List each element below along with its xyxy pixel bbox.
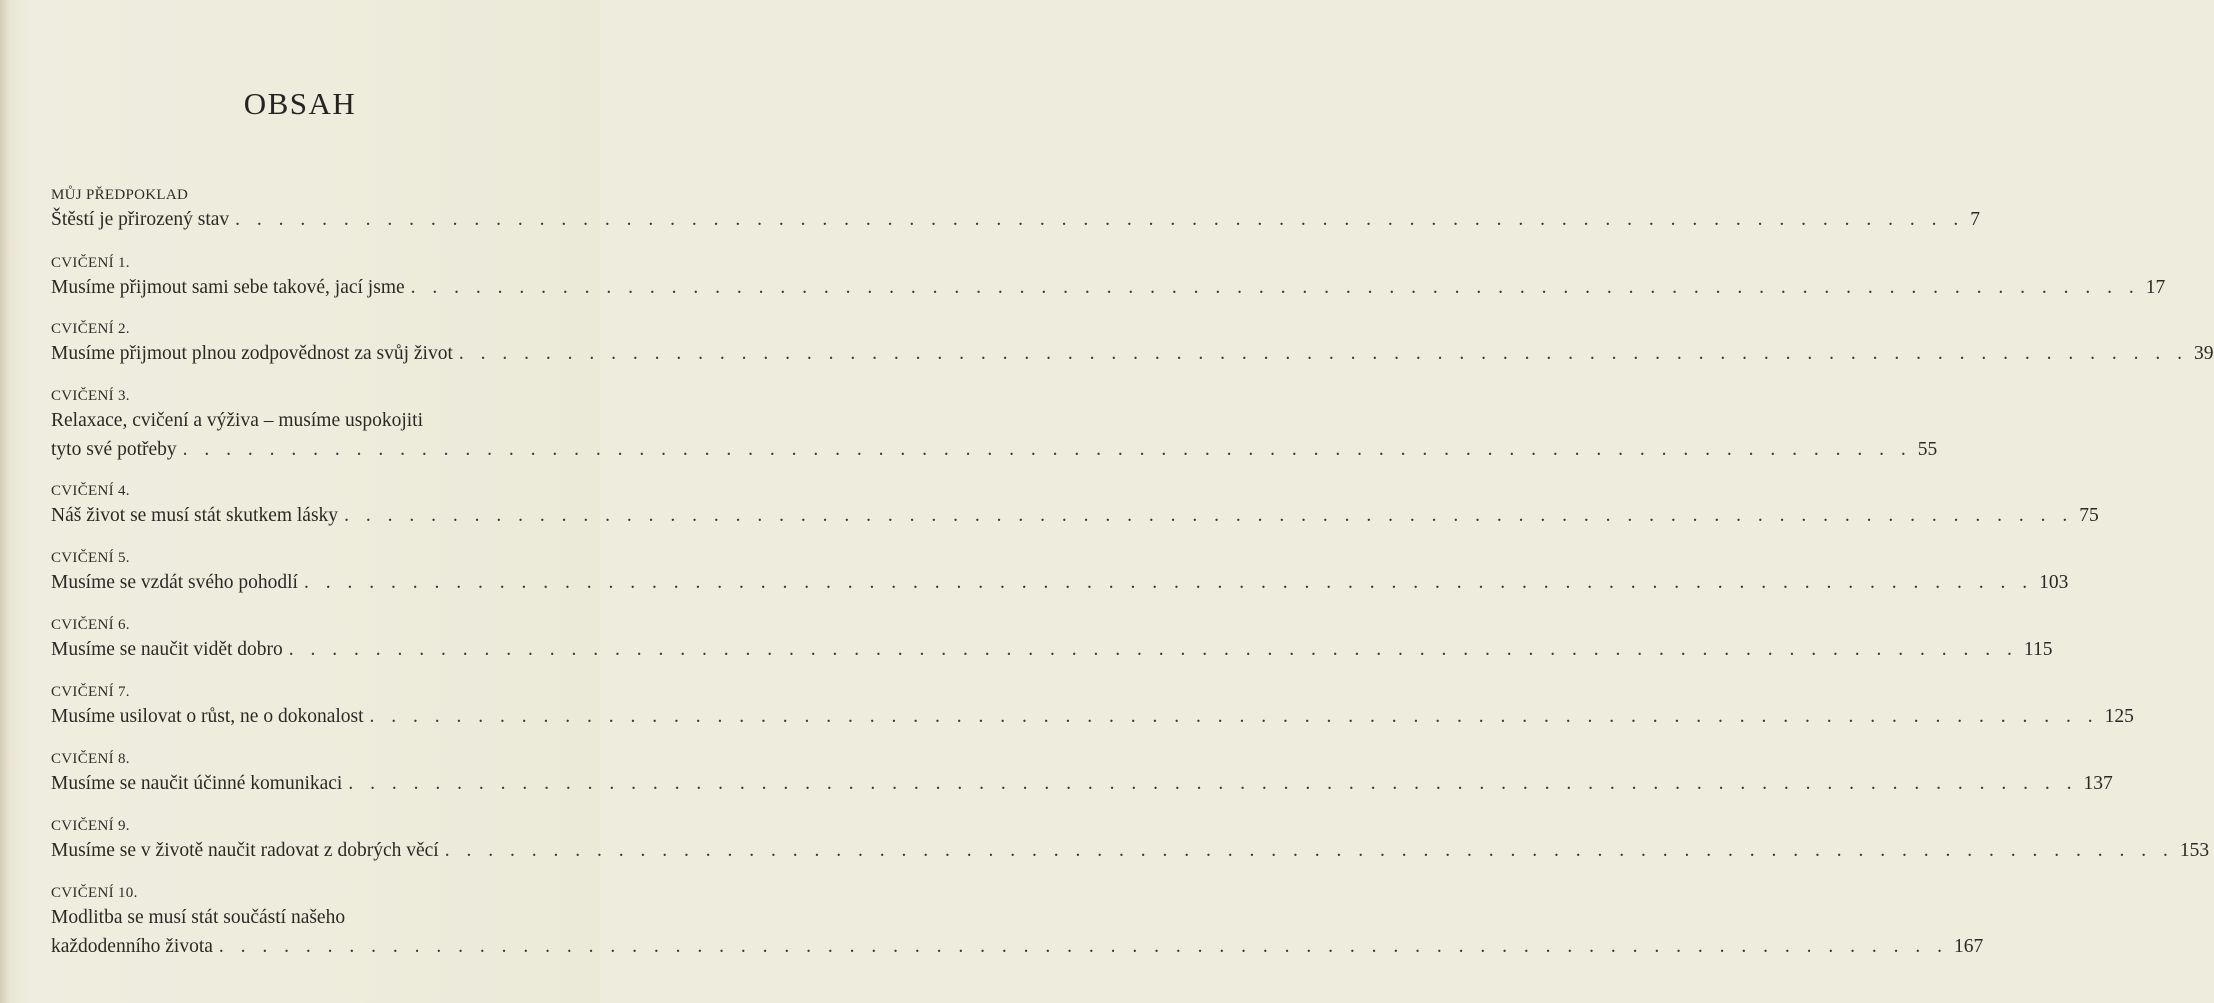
toc-entry-title: Náš život se musí stát skutkem lásky <box>51 505 339 526</box>
toc-entry-row <box>51 932 1984 961</box>
toc-entry-title: Musíme se vzdát svého pohodlí <box>51 572 298 593</box>
page-gutter-shadow <box>0 0 10 1003</box>
toc-entry-page-number: 17 <box>2145 277 2166 298</box>
toc-entry-label: CVIČENÍ 3. <box>51 388 130 404</box>
toc-entry-page-number: 125 <box>2104 706 2134 727</box>
toc-entry <box>51 749 2113 798</box>
toc-entry <box>51 682 2134 731</box>
toc-entry-row <box>51 702 2134 731</box>
toc-entry-label: MŮJ PŘEDPOKLAD <box>51 187 189 203</box>
toc-entry-label: CVIČENÍ 2. <box>51 321 130 337</box>
dot-leader: . . . . . . . . . . . . . . . . . . . . . . . . . . . . . . . . . . . . . . . . . . . . . . . . . . . . . . . . . . . . . . . . . . . . . . . . . . . . . . . . <box>369 706 2099 727</box>
toc-entry-title: Musíme se naučit vidět dobro <box>51 639 283 660</box>
toc-entry-page-number: 7 <box>1970 209 1981 230</box>
dot-leader: . . . . . . . . . . . . . . . . . . . . . . . . . . . . . . . . . . . . . . . . . . . . . . . . . . . . . . . . . . . . . . . . . . . . . . . . . . . . . . . . <box>288 639 2018 660</box>
toc-entry <box>51 615 2053 664</box>
toc-entry-label: CVIČENÍ 6. <box>51 617 130 633</box>
toc-entry-label: CVIČENÍ 10. <box>51 885 138 901</box>
toc-entry-label: CVIČENÍ 1. <box>51 255 130 271</box>
toc-entry-row <box>51 273 2166 302</box>
dot-leader: . . . . . . . . . . . . . . . . . . . . . . . . . . . . . . . . . . . . . . . . . . . . . . . . . . . . . . . . . . . . . . . . . . . . . . . . . . . . . . . . <box>458 343 2188 364</box>
toc-entry <box>51 548 2069 597</box>
toc-entry-row <box>51 435 1938 464</box>
toc-entry <box>51 883 1984 961</box>
dot-leader: . . . . . . . . . . . . . . . . . . . . . . . . . . . . . . . . . . . . . . . . . . . . . . . . . . . . . . . . . . . . . . . . . . . . . . . . . . . . . . . . <box>303 572 2034 593</box>
toc-entry-row <box>51 339 2214 368</box>
toc-entry <box>51 481 2099 530</box>
toc-entry-page-number: 39 <box>2194 343 2214 364</box>
toc-entry-title: Musíme přijmout plnou zodpovědnost za svůj život <box>51 343 453 364</box>
toc-entry-row <box>51 836 2210 865</box>
toc-entry-title-line: Relaxace, cvičení a výživa – musíme uspokojiti <box>51 410 424 431</box>
dot-leader: . . . . . . . . . . . . . . . . . . . . . . . . . . . . . . . . . . . . . . . . . . . . . . . . . . . . . . . . . . . . . . . . . . . . . . . . . . . . . . . . <box>344 505 2074 526</box>
toc-entry-title: Musíme přijmout sami sebe takové, jací jsme <box>51 277 405 298</box>
dot-leader: . . . . . . . . . . . . . . . . . . . . . . . . . . . . . . . . . . . . . . . . . . . . . . . . . . . . . . . . . . . . . . . . . . . . . . . . . . . . . . . . <box>218 936 1949 957</box>
dot-leader: . . . . . . . . . . . . . . . . . . . . . . . . . . . . . . . . . . . . . . . . . . . . . . . . . . . . . . . . . . . . . . . . . . . . . . . . . . . . . . . . <box>444 840 2174 861</box>
toc-entry <box>51 253 2166 302</box>
toc-entry-label: CVIČENÍ 8. <box>51 751 130 767</box>
toc-entry-page-number: 153 <box>2179 840 2210 861</box>
toc-entry-title: Musíme se naučit účinné komunikaci <box>51 773 343 794</box>
toc-entry-row <box>51 635 2053 664</box>
toc-entry-label: CVIČENÍ 9. <box>51 818 130 834</box>
toc-entry-title-line: Modlitba se musí stát součástí našeho <box>51 907 346 928</box>
dot-leader: . . . . . . . . . . . . . . . . . . . . . . . . . . . . . . . . . . . . . . . . . . . . . . . . . . . . . . . . . . . . . . . . . . . . . . . . . . . . . . . . <box>182 439 1912 460</box>
toc-entry <box>51 319 2214 368</box>
dot-leader: . . . . . . . . . . . . . . . . . . . . . . . . . . . . . . . . . . . . . . . . . . . . . . . . . . . . . . . . . . . . . . . . . . . . . . . . . . . . . . . . <box>235 209 1965 230</box>
toc-entry-label: CVIČENÍ 7. <box>51 684 130 700</box>
toc-entry-page-number: 55 <box>1917 439 1938 460</box>
toc-entry-label: CVIČENÍ 5. <box>51 550 130 566</box>
toc-entry-title: každodenního života <box>51 936 213 957</box>
dot-leader: . . . . . . . . . . . . . . . . . . . . . . . . . . . . . . . . . . . . . . . . . . . . . . . . . . . . . . . . . . . . . . . . . . . . . . . . . . . . . . . . <box>410 277 2140 298</box>
toc-entry <box>51 816 2210 865</box>
toc-entry-row <box>51 769 2113 798</box>
toc-entry-page-number: 75 <box>2079 505 2099 526</box>
toc-entry-page-number: 103 <box>2039 572 2069 593</box>
toc-entry-page-number: 167 <box>1954 936 1984 957</box>
dot-leader: . . . . . . . . . . . . . . . . . . . . . . . . . . . . . . . . . . . . . . . . . . . . . . . . . . . . . . . . . . . . . . . . . . . . . . . . . . . . . . . . <box>348 773 2078 794</box>
toc-entry-title: Musíme usilovat o růst, ne o dokonalost <box>51 706 364 727</box>
toc-entry-title: tyto své potřeby <box>51 439 177 460</box>
toc-entry-page-number: 115 <box>2023 639 2053 660</box>
toc-entry-label: CVIČENÍ 4. <box>51 483 130 499</box>
toc-entry-row <box>51 501 2099 530</box>
toc-entry <box>51 386 1938 464</box>
toc-entry-row <box>51 205 1981 234</box>
toc-entry-row <box>51 568 2069 597</box>
toc-entry-title: Musíme se v životě naučit radovat z dobrých věcí <box>51 840 439 861</box>
toc-entry-page-number: 137 <box>2083 773 2113 794</box>
toc-entry-title: Štěstí je přirozený stav <box>51 209 230 230</box>
toc-entry <box>51 185 1981 234</box>
page-title: OBSAH <box>243 86 357 121</box>
